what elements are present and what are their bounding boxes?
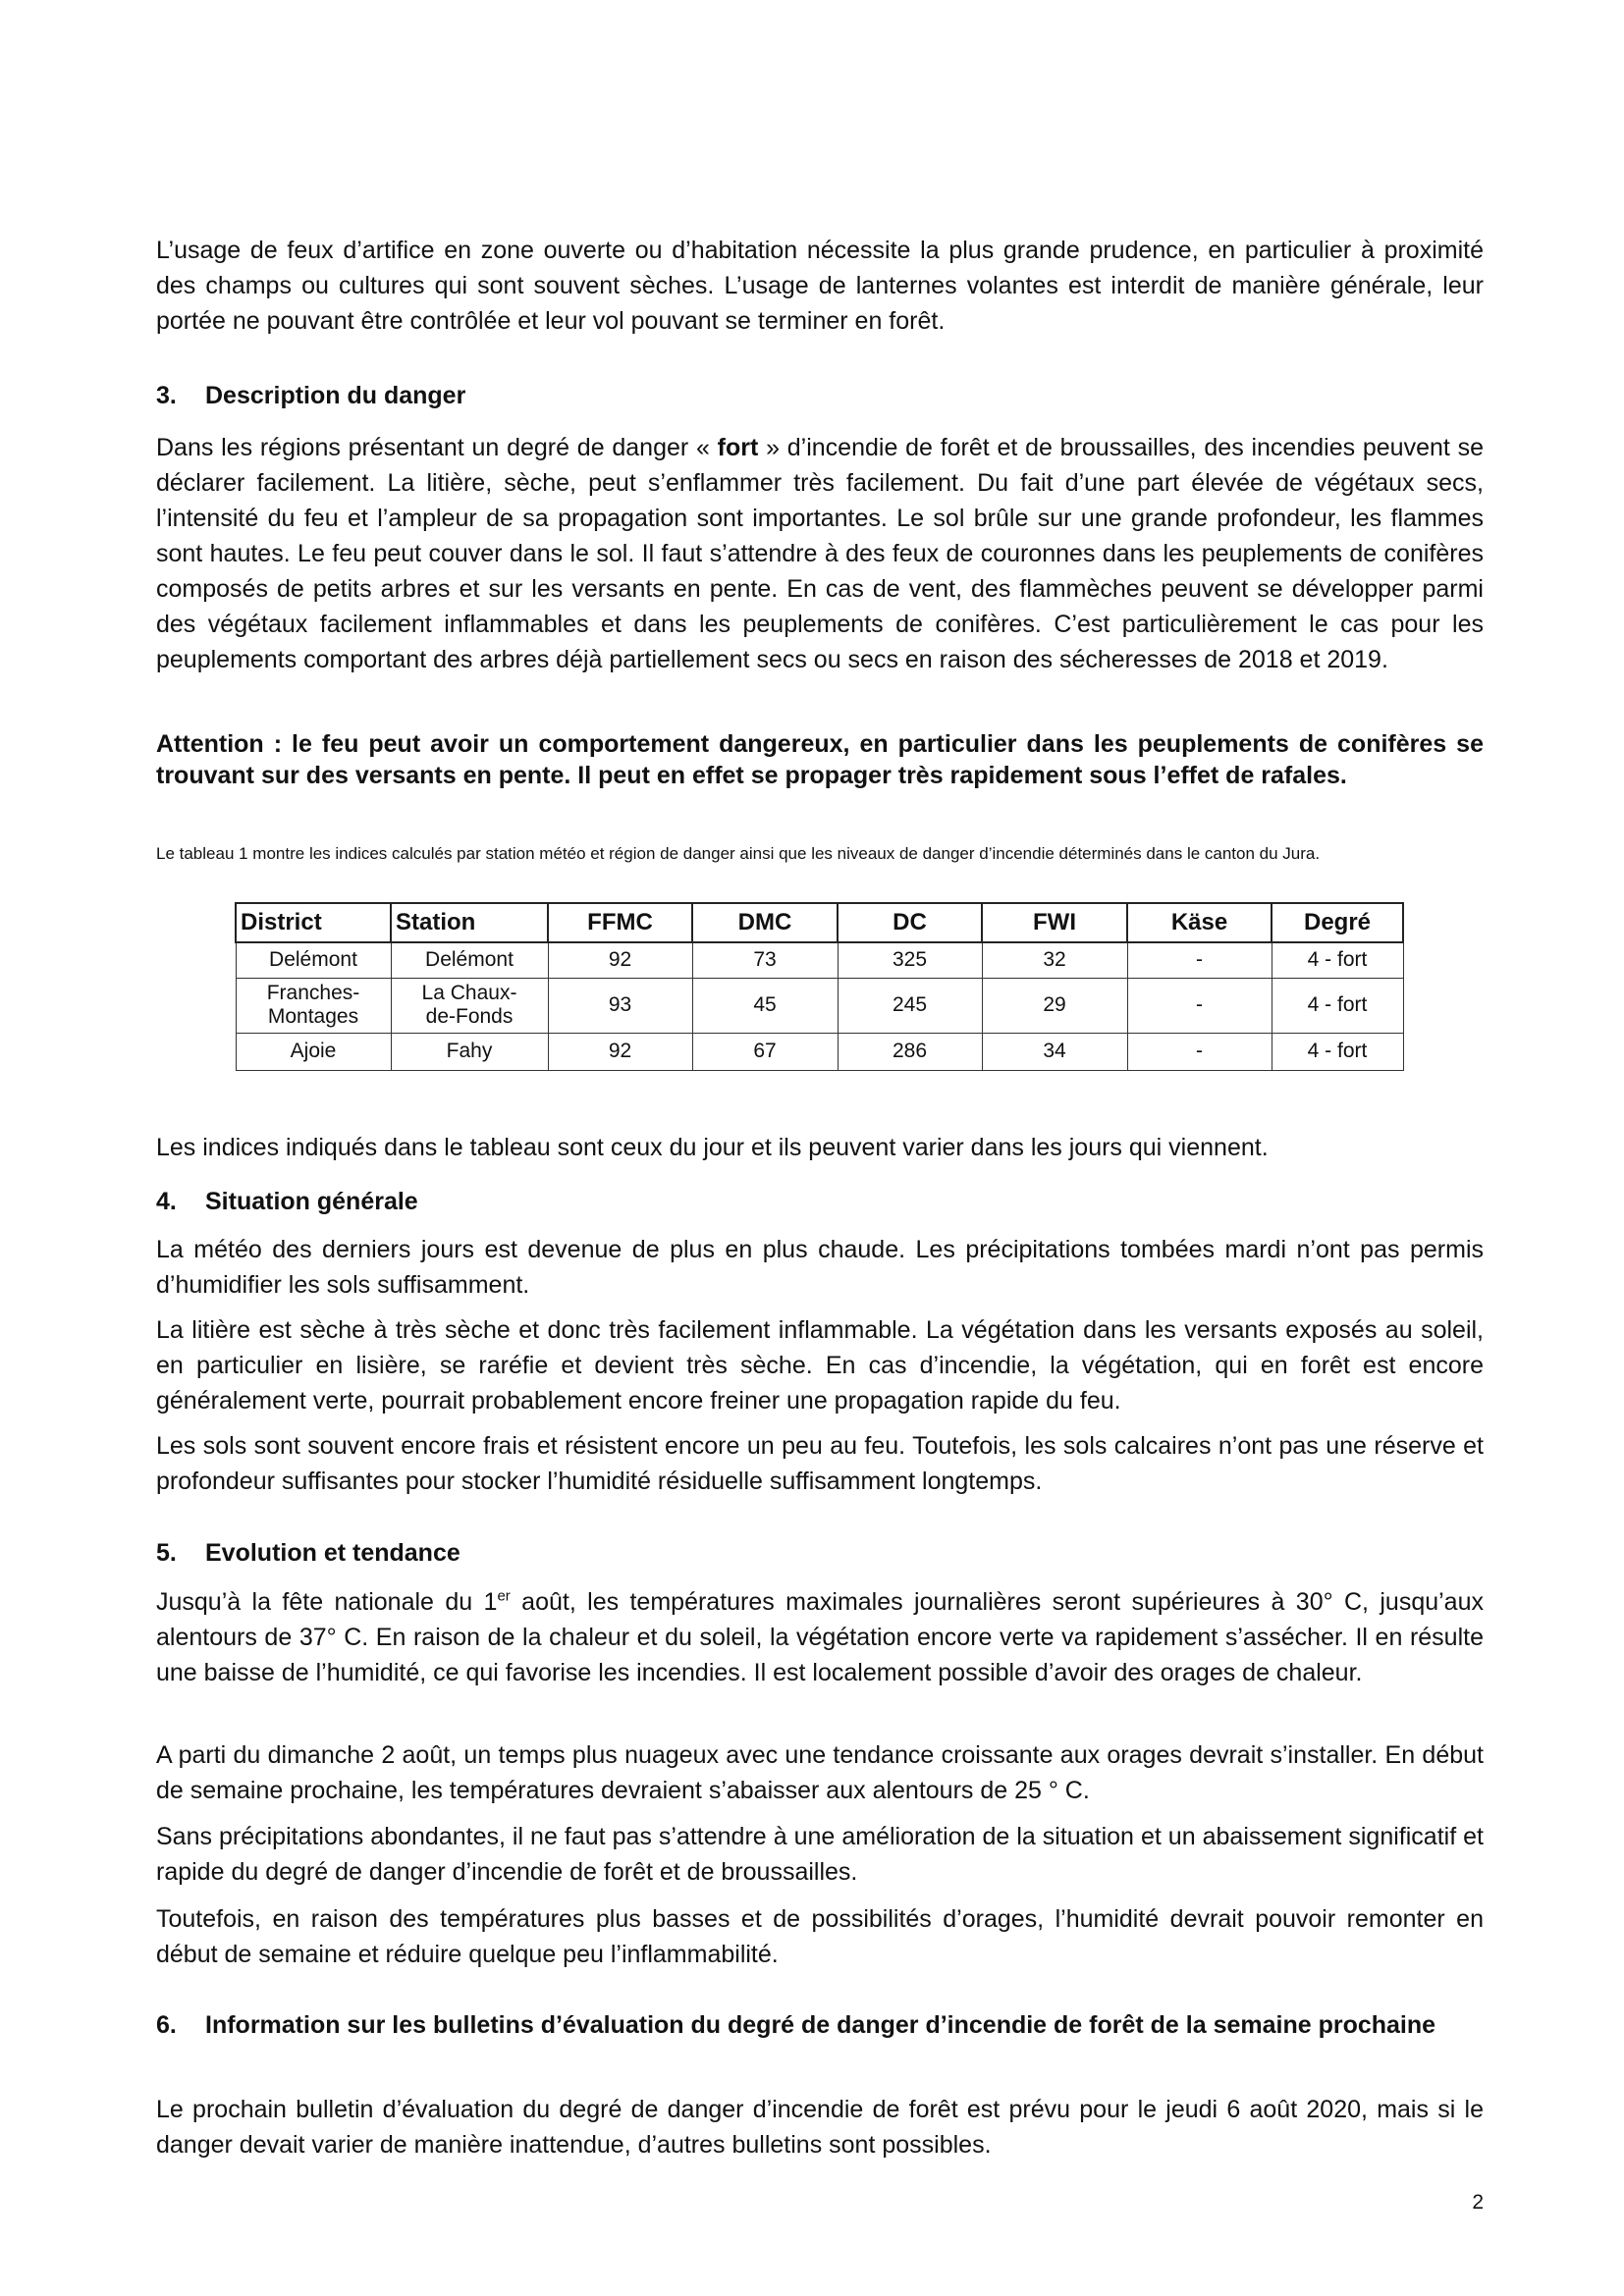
cell-line: Franches- <box>266 982 360 1004</box>
table-note: Le tableau 1 montre les indices calculés par station météo et région de danger ainsi que les niveaux de danger d’incendie déterminés dans le canton du Jura. <box>156 844 1321 863</box>
table-cell: 32 <box>982 942 1127 978</box>
section-3-paragraph <box>156 430 1484 677</box>
section-4-paragraph-1: La météo des derniers jours est devenue de plus en plus chaude. Les précipitations tombées mardi n’ont pas permis d’humidifier les sols suffisamment. <box>156 1236 1484 1299</box>
table-cell: 73 <box>692 942 838 978</box>
table-row <box>236 978 1403 1033</box>
section-4-paragraph-2: La litière est sèche à très sèche et donc très facilement inflammable. La végétation dans les versants exposés au soleil, en particulier en lisière, se raréfie et devient très sèche. En cas d’incendie, la végétation, qui en forêt est encore généralement verte, pourrait probablement encore freiner une propagation rapide du feu. <box>156 1316 1484 1415</box>
section-6-title: Information sur les bulletins d’évaluation du degré de danger d’incendie de forêt de la semaine prochaine <box>205 2011 1436 2039</box>
table-cell: - <box>1127 942 1272 978</box>
table-cell: 92 <box>548 1033 692 1070</box>
table-row <box>236 942 1403 978</box>
cell-line: Montages <box>267 1005 359 1028</box>
table-cell: 93 <box>548 978 692 1033</box>
section-3-number: 3. <box>156 382 177 409</box>
section-5-paragraph-3: Sans précipitations abondantes, il ne faut pas s’attendre à une amélioration de la situation et un abaissement significatif et rapide du degré de danger d’incendie de forêt et de broussailles. <box>156 1823 1484 1886</box>
table-cell: Delémont <box>236 942 391 978</box>
section-5-text-start: Jusqu’à la fête nationale du 1 <box>156 1588 498 1616</box>
section-5-text-end: août, les températures maximales journalières seront supérieures à 30° C, jusqu’aux alentours de 37° C. En raison de la chaleur et du soleil, la végétation encore verte va rapidement s’assécher. Il en résulte une baisse de l’humidité, ce qui favorise les incendies. Il est localement possible d’avoir des orages de chaleur. <box>156 1588 1484 1686</box>
section-5-heading <box>156 1535 1484 1571</box>
section-4-paragraph-3: Les sols sont souvent encore frais et résistent encore un peu au feu. Toutefois, les sols calcaires n’ont pas une réserve et profondeur suffisantes pour stocker l’humidité résiduelle suffisamment longtemps. <box>156 1432 1484 1495</box>
intro-paragraph: L’usage de feux d’artifice en zone ouverte ou d’habitation nécessite la plus grande prudence, en particulier à proximité des champs ou cultures qui sont souvent sèches. L’usage de lanternes volantes est interdit de manière générale, leur portée ne pouvant être contrôlée et leur vol pouvant se terminer en forêt. <box>156 237 1484 335</box>
section-5-paragraph-2: A parti du dimanche 2 août, un temps plus nuageux avec une tendance croissante aux orages devrait s’installer. En début de semaine prochaine, les températures devraient s’abaisser aux alentours de 25 ° C. <box>156 1741 1484 1804</box>
table-cell: 245 <box>838 978 982 1033</box>
table-header-cell: Käse <box>1127 903 1272 942</box>
section-5-number: 5. <box>156 1539 177 1567</box>
section-6-paragraph: Le prochain bulletin d’évaluation du degré de danger d’incendie de forêt est prévu pour le jeudi 6 août 2020, mais si le danger devait varier de manière inattendue, d’autres bulletins sont possibles. <box>156 2096 1484 2159</box>
section-4-title: Situation générale <box>205 1188 418 1215</box>
table-row <box>236 1033 1403 1070</box>
table-cell: 29 <box>982 978 1127 1033</box>
section-4-heading <box>156 1184 1484 1219</box>
table-header-cell: Station <box>391 903 548 942</box>
section-5-title: Evolution et tendance <box>205 1539 460 1567</box>
table-header-row <box>236 903 1403 942</box>
table-header-cell: Degré <box>1272 903 1403 942</box>
section-5-paragraph-4: Toutefois, en raison des températures plus basses et de possibilités d’orages, l’humidité devrait pouvoir remonter en début de semaine et réduire quelque peu l’inflammabilité. <box>156 1905 1484 1968</box>
section-3-title: Description du danger <box>205 382 466 409</box>
table-cell: 4 - fort <box>1272 978 1403 1033</box>
table-header-cell: DMC <box>692 903 838 942</box>
cell-line: La Chaux- <box>421 982 517 1004</box>
table-cell: - <box>1127 1033 1272 1070</box>
section-3-text-start: Dans les régions présentant un degré de danger « <box>156 434 718 461</box>
table-header-cell: FWI <box>982 903 1127 942</box>
table-cell: Ajoie <box>236 1033 391 1070</box>
cell-line: de-Fonds <box>425 1005 514 1028</box>
table-header-cell: FFMC <box>548 903 692 942</box>
table-cell: 4 - fort <box>1272 1033 1403 1070</box>
section-6-number: 6. <box>156 2011 177 2039</box>
table-cell: Delémont <box>391 942 548 978</box>
table-cell: 4 - fort <box>1272 942 1403 978</box>
section-4-number: 4. <box>156 1188 177 1215</box>
table-cell: 286 <box>838 1033 982 1070</box>
section-6-heading <box>156 2007 1484 2043</box>
table-cell: 67 <box>692 1033 838 1070</box>
page-number: 2 <box>1472 2191 1484 2214</box>
table-cell: 45 <box>692 978 838 1033</box>
table-cell: 92 <box>548 942 692 978</box>
section-3-warning: Attention : le feu peut avoir un comportement dangereux, en particulier dans les peuplements de conifères se trouvant sur des versants en pente. Il peut en effet se propager très rapidement sous l’effet de rafales. <box>156 730 1484 789</box>
table-header-cell: DC <box>838 903 982 942</box>
superscript-er: er <box>497 1587 511 1605</box>
section-3-bold-fort: fort <box>717 434 759 461</box>
table-cell: 34 <box>982 1033 1127 1070</box>
table-cell <box>391 978 548 1033</box>
table-cell: 325 <box>838 942 982 978</box>
danger-index-table <box>235 902 1404 1071</box>
section-3-heading <box>156 378 1484 413</box>
table-cell: - <box>1127 978 1272 1033</box>
table-cell <box>236 978 391 1033</box>
table-header-cell: District <box>236 903 391 942</box>
section-5-paragraph-1 <box>156 1584 1484 1690</box>
section-3-text-end: » d’incendie de forêt et de broussailles, des incendies peuvent se déclarer facilement. La litière, sèche, peut s’enflammer très facilement. Du fait d’une part élevée de végétaux secs, l’intensité du feu et l’ampleur de sa propagation sont importantes. Le sol brûle sur une grande profondeur, les flammes sont hautes. Le feu peut couver dans le sol. Il faut s’attendre à des feux de couronnes dans les peuplements de conifères composés de petits arbres et sur les versants en pente. En cas de vent, des flammèches peuvent se développer parmi des végétaux facilement inflammables et dans les peuplements de conifères. C’est particulièrement le cas pour les peuplements comportant des arbres déjà partiellement secs ou secs en raison des sécheresses de 2018 et 2019. <box>156 434 1484 673</box>
after-table-paragraph: Les indices indiqués dans le tableau sont ceux du jour et ils peuvent varier dans les jours qui viennent. <box>156 1134 1269 1161</box>
table-cell: Fahy <box>391 1033 548 1070</box>
